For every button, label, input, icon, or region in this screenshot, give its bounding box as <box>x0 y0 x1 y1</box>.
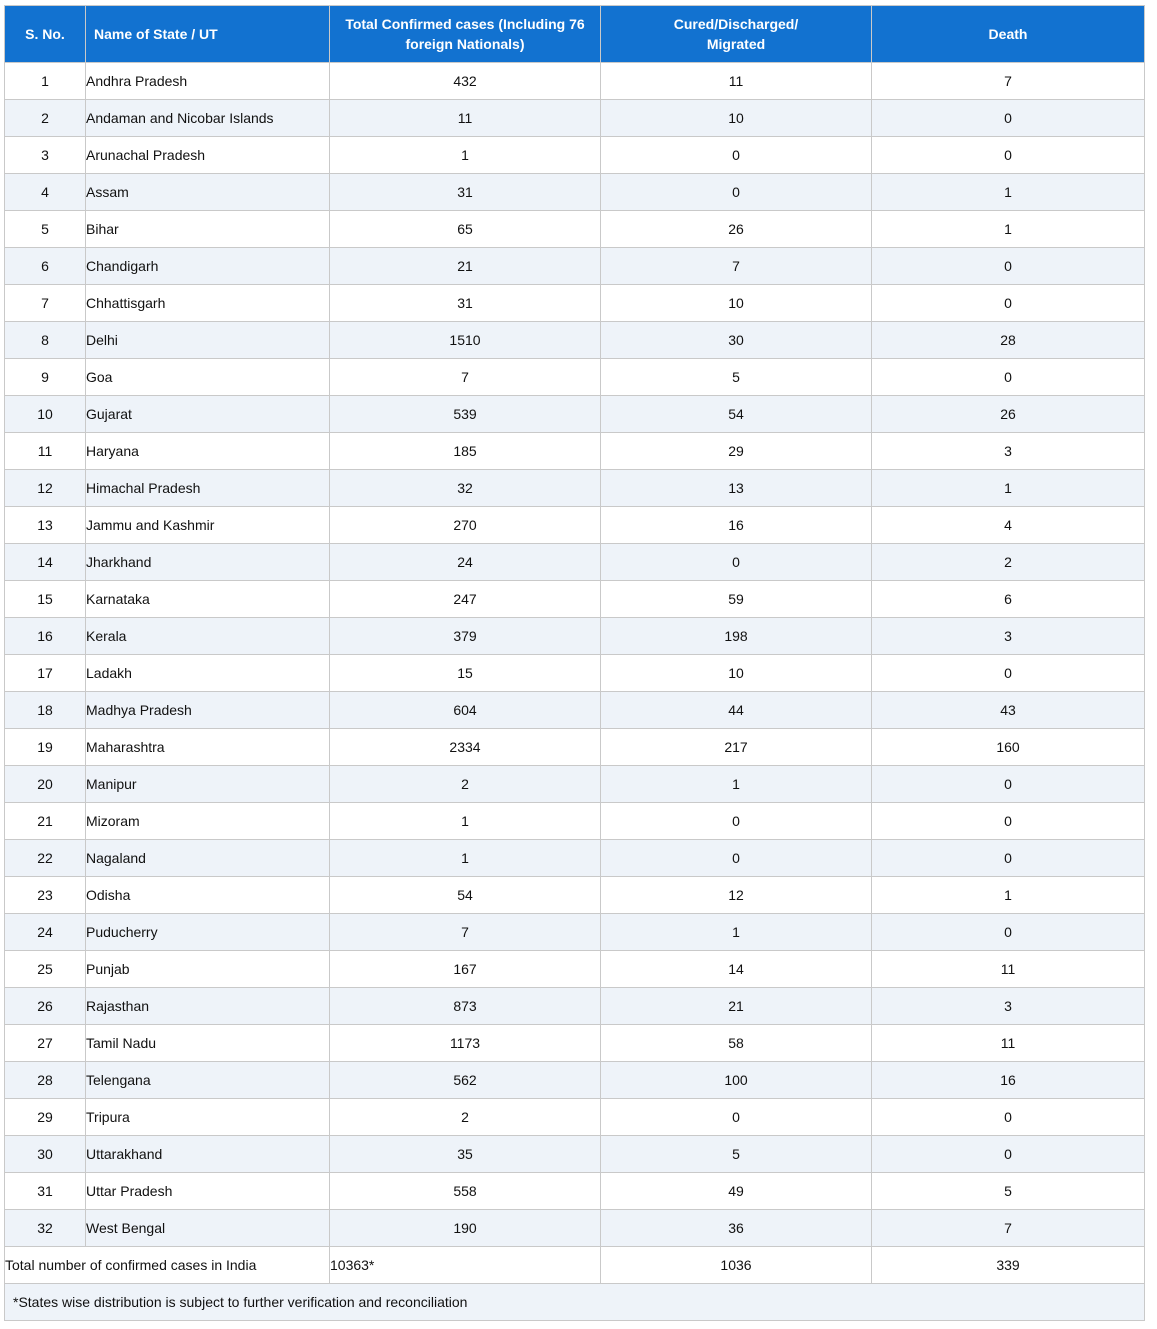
cell-sno: 2 <box>5 100 86 137</box>
cell-cured: 5 <box>601 1136 872 1173</box>
cell-state-name: Himachal Pradesh <box>86 470 330 507</box>
cell-sno: 24 <box>5 914 86 951</box>
header-cured-line2: Migrated <box>706 36 766 52</box>
cell-confirmed: 31 <box>330 285 601 322</box>
cell-state-name: Punjab <box>86 951 330 988</box>
cell-sno: 19 <box>5 729 86 766</box>
cell-state-name: Maharashtra <box>86 729 330 766</box>
cell-state-name: Telengana <box>86 1062 330 1099</box>
cell-state-name: Uttarakhand <box>86 1136 330 1173</box>
cell-confirmed: 873 <box>330 988 601 1025</box>
cell-confirmed: 1173 <box>330 1025 601 1062</box>
cell-state-name: Karnataka <box>86 581 330 618</box>
total-label: Total number of confirmed cases in India <box>5 1247 330 1284</box>
cell-confirmed: 167 <box>330 951 601 988</box>
cell-confirmed: 562 <box>330 1062 601 1099</box>
cell-sno: 4 <box>5 174 86 211</box>
cell-death: 0 <box>872 766 1145 803</box>
table-row <box>5 766 1145 803</box>
cell-cured: 1 <box>601 766 872 803</box>
cell-death: 1 <box>872 211 1145 248</box>
cell-death: 1 <box>872 470 1145 507</box>
cell-confirmed: 558 <box>330 1173 601 1210</box>
cell-death: 2 <box>872 544 1145 581</box>
cell-death: 43 <box>872 692 1145 729</box>
table-row <box>5 951 1145 988</box>
cell-sno: 5 <box>5 211 86 248</box>
cell-confirmed: 7 <box>330 914 601 951</box>
cell-cured: 21 <box>601 988 872 1025</box>
table-row <box>5 692 1145 729</box>
cell-confirmed: 190 <box>330 1210 601 1247</box>
cell-death: 7 <box>872 63 1145 100</box>
cell-death: 6 <box>872 581 1145 618</box>
header-state-name: Name of State / UT <box>86 6 330 63</box>
cell-death: 0 <box>872 655 1145 692</box>
cell-sno: 18 <box>5 692 86 729</box>
cell-state-name: Andhra Pradesh <box>86 63 330 100</box>
header-death: Death <box>872 6 1145 63</box>
header-row <box>5 6 1145 63</box>
table-row <box>5 322 1145 359</box>
cell-confirmed: 2 <box>330 1099 601 1136</box>
table-row <box>5 285 1145 322</box>
cell-state-name: Ladakh <box>86 655 330 692</box>
cell-confirmed: 1510 <box>330 322 601 359</box>
cell-state-name: Mizoram <box>86 803 330 840</box>
cell-confirmed: 32 <box>330 470 601 507</box>
table-row <box>5 433 1145 470</box>
table-row <box>5 581 1145 618</box>
table-row <box>5 803 1145 840</box>
total-row <box>5 1247 1145 1284</box>
cell-sno: 32 <box>5 1210 86 1247</box>
cell-state-name: Haryana <box>86 433 330 470</box>
cell-confirmed: 2 <box>330 766 601 803</box>
cell-cured: 11 <box>601 63 872 100</box>
total-cured: 1036 <box>601 1247 872 1284</box>
cell-confirmed: 539 <box>330 396 601 433</box>
cell-sno: 1 <box>5 63 86 100</box>
cell-state-name: Puducherry <box>86 914 330 951</box>
table-row <box>5 507 1145 544</box>
cell-confirmed: 24 <box>330 544 601 581</box>
cell-confirmed: 21 <box>330 248 601 285</box>
cell-death: 0 <box>872 1136 1145 1173</box>
cell-sno: 20 <box>5 766 86 803</box>
cell-sno: 31 <box>5 1173 86 1210</box>
cell-sno: 3 <box>5 137 86 174</box>
table-row <box>5 100 1145 137</box>
cell-death: 0 <box>872 359 1145 396</box>
cell-state-name: Chandigarh <box>86 248 330 285</box>
cell-cured: 10 <box>601 285 872 322</box>
cell-state-name: Bihar <box>86 211 330 248</box>
cell-cured: 58 <box>601 1025 872 1062</box>
cell-sno: 8 <box>5 322 86 359</box>
table-row <box>5 618 1145 655</box>
table-row <box>5 211 1145 248</box>
cell-cured: 49 <box>601 1173 872 1210</box>
cell-confirmed: 2334 <box>330 729 601 766</box>
cell-cured: 0 <box>601 174 872 211</box>
cell-state-name: Goa <box>86 359 330 396</box>
cell-state-name: Jammu and Kashmir <box>86 507 330 544</box>
covid-statewise-table <box>4 5 1145 1321</box>
cell-death: 16 <box>872 1062 1145 1099</box>
cell-state-name: Assam <box>86 174 330 211</box>
header-cured-line1: Cured/Discharged/ <box>673 16 799 32</box>
table-row <box>5 470 1145 507</box>
cell-cured: 0 <box>601 840 872 877</box>
cell-cured: 198 <box>601 618 872 655</box>
cell-cured: 0 <box>601 803 872 840</box>
cell-sno: 10 <box>5 396 86 433</box>
cell-cured: 14 <box>601 951 872 988</box>
cell-sno: 9 <box>5 359 86 396</box>
table-row <box>5 1062 1145 1099</box>
cell-sno: 7 <box>5 285 86 322</box>
header-cured <box>601 6 872 63</box>
total-death: 339 <box>872 1247 1145 1284</box>
header-confirmed <box>330 6 601 63</box>
cell-state-name: Tripura <box>86 1099 330 1136</box>
cell-sno: 26 <box>5 988 86 1025</box>
cell-confirmed: 54 <box>330 877 601 914</box>
footnote-row <box>5 1284 1145 1321</box>
cell-death: 1 <box>872 174 1145 211</box>
cell-state-name: Andaman and Nicobar Islands <box>86 100 330 137</box>
header-confirmed-line1: Total Confirmed cases (Including 76 <box>345 16 585 32</box>
cell-confirmed: 1 <box>330 137 601 174</box>
cell-cured: 100 <box>601 1062 872 1099</box>
header-confirmed-line2: foreign Nationals) <box>405 36 525 52</box>
table-row <box>5 137 1145 174</box>
table-row <box>5 840 1145 877</box>
cell-state-name: Madhya Pradesh <box>86 692 330 729</box>
cell-sno: 29 <box>5 1099 86 1136</box>
cell-sno: 27 <box>5 1025 86 1062</box>
cell-confirmed: 604 <box>330 692 601 729</box>
table-header <box>5 6 1145 63</box>
table-row <box>5 1136 1145 1173</box>
cell-cured: 10 <box>601 100 872 137</box>
cell-confirmed: 11 <box>330 100 601 137</box>
cell-cured: 1 <box>601 914 872 951</box>
table-row <box>5 655 1145 692</box>
cell-sno: 14 <box>5 544 86 581</box>
table-row <box>5 877 1145 914</box>
cell-death: 160 <box>872 729 1145 766</box>
cell-death: 0 <box>872 914 1145 951</box>
table-row <box>5 914 1145 951</box>
cell-confirmed: 247 <box>330 581 601 618</box>
table-row <box>5 544 1145 581</box>
cell-sno: 21 <box>5 803 86 840</box>
cell-death: 11 <box>872 1025 1145 1062</box>
cell-sno: 6 <box>5 248 86 285</box>
covid-table-container <box>4 5 1144 1321</box>
table-row <box>5 1210 1145 1247</box>
cell-cured: 36 <box>601 1210 872 1247</box>
cell-death: 3 <box>872 433 1145 470</box>
table-body <box>5 63 1145 1321</box>
cell-state-name: Chhattisgarh <box>86 285 330 322</box>
cell-confirmed: 185 <box>330 433 601 470</box>
cell-confirmed: 379 <box>330 618 601 655</box>
cell-confirmed: 7 <box>330 359 601 396</box>
table-row <box>5 1099 1145 1136</box>
cell-death: 0 <box>872 137 1145 174</box>
cell-cured: 26 <box>601 211 872 248</box>
cell-sno: 17 <box>5 655 86 692</box>
cell-death: 7 <box>872 1210 1145 1247</box>
cell-state-name: Nagaland <box>86 840 330 877</box>
cell-cured: 12 <box>601 877 872 914</box>
cell-sno: 23 <box>5 877 86 914</box>
cell-state-name: Kerala <box>86 618 330 655</box>
cell-sno: 15 <box>5 581 86 618</box>
cell-state-name: Rajasthan <box>86 988 330 1025</box>
cell-cured: 0 <box>601 1099 872 1136</box>
cell-sno: 13 <box>5 507 86 544</box>
cell-confirmed: 35 <box>330 1136 601 1173</box>
cell-death: 4 <box>872 507 1145 544</box>
cell-state-name: Jharkhand <box>86 544 330 581</box>
total-confirmed: 10363* <box>330 1247 601 1284</box>
cell-cured: 0 <box>601 544 872 581</box>
cell-confirmed: 65 <box>330 211 601 248</box>
cell-state-name: Gujarat <box>86 396 330 433</box>
cell-death: 0 <box>872 285 1145 322</box>
table-row <box>5 248 1145 285</box>
cell-cured: 29 <box>601 433 872 470</box>
table-row <box>5 988 1145 1025</box>
cell-state-name: Manipur <box>86 766 330 803</box>
cell-confirmed: 432 <box>330 63 601 100</box>
cell-confirmed: 15 <box>330 655 601 692</box>
footnote-text: *States wise distribution is subject to further verification and reconciliation <box>5 1284 1145 1321</box>
cell-cured: 44 <box>601 692 872 729</box>
cell-state-name: West Bengal <box>86 1210 330 1247</box>
cell-cured: 217 <box>601 729 872 766</box>
table-row <box>5 174 1145 211</box>
table-row <box>5 1173 1145 1210</box>
cell-sno: 12 <box>5 470 86 507</box>
cell-cured: 0 <box>601 137 872 174</box>
cell-state-name: Tamil Nadu <box>86 1025 330 1062</box>
cell-sno: 11 <box>5 433 86 470</box>
cell-death: 0 <box>872 803 1145 840</box>
cell-death: 11 <box>872 951 1145 988</box>
cell-cured: 54 <box>601 396 872 433</box>
cell-sno: 28 <box>5 1062 86 1099</box>
cell-death: 1 <box>872 877 1145 914</box>
cell-death: 3 <box>872 988 1145 1025</box>
cell-confirmed: 1 <box>330 803 601 840</box>
cell-cured: 16 <box>601 507 872 544</box>
cell-cured: 59 <box>601 581 872 618</box>
cell-death: 28 <box>872 322 1145 359</box>
cell-cured: 7 <box>601 248 872 285</box>
cell-death: 5 <box>872 1173 1145 1210</box>
cell-confirmed: 1 <box>330 840 601 877</box>
cell-sno: 22 <box>5 840 86 877</box>
cell-death: 26 <box>872 396 1145 433</box>
table-row <box>5 1025 1145 1062</box>
table-row <box>5 359 1145 396</box>
cell-cured: 10 <box>601 655 872 692</box>
cell-cured: 13 <box>601 470 872 507</box>
cell-death: 3 <box>872 618 1145 655</box>
cell-death: 0 <box>872 248 1145 285</box>
cell-state-name: Odisha <box>86 877 330 914</box>
cell-sno: 25 <box>5 951 86 988</box>
cell-state-name: Uttar Pradesh <box>86 1173 330 1210</box>
cell-death: 0 <box>872 100 1145 137</box>
cell-state-name: Arunachal Pradesh <box>86 137 330 174</box>
cell-death: 0 <box>872 1099 1145 1136</box>
cell-sno: 30 <box>5 1136 86 1173</box>
cell-confirmed: 31 <box>330 174 601 211</box>
table-row <box>5 63 1145 100</box>
cell-sno: 16 <box>5 618 86 655</box>
cell-cured: 30 <box>601 322 872 359</box>
cell-confirmed: 270 <box>330 507 601 544</box>
header-sno: S. No. <box>5 6 86 63</box>
cell-cured: 5 <box>601 359 872 396</box>
cell-death: 0 <box>872 840 1145 877</box>
table-row <box>5 396 1145 433</box>
table-row <box>5 729 1145 766</box>
cell-state-name: Delhi <box>86 322 330 359</box>
